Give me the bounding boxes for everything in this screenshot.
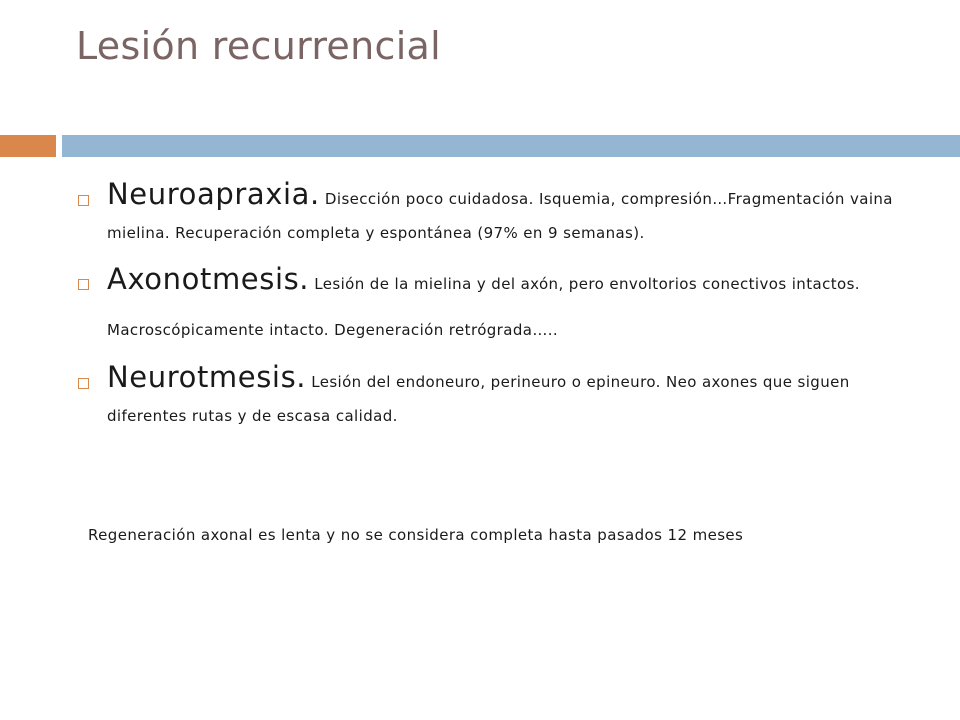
bullet-term: Neurotmesis.: [107, 360, 307, 394]
bullet-description: Lesión del endoneuro, perineuro o epineuro. Neo axones que siguen diferentes rutas y de escasa calidad.: [107, 373, 850, 425]
accent-bar-blue: [62, 135, 960, 157]
bullet-term: Axonotmesis.: [107, 262, 310, 296]
bullet-description: Lesión de la mielina y del axón, pero envoltorios conectivos intactos. Macroscópicamente intacto. Degeneración retrógrada…..: [107, 275, 860, 339]
bullet-item-axonotmesis: [72, 257, 912, 353]
bullet-list: [72, 178, 912, 433]
bullet-term: Neuroapraxia.: [107, 177, 320, 211]
bullet-item-neurotmesis: [72, 361, 912, 433]
bullet-item-neuroapraxia: [72, 178, 912, 250]
footer-note: Regeneración axonal es lenta y no se considera completa hasta pasados 12 meses: [88, 526, 744, 544]
accent-bar-orange: [0, 135, 56, 157]
slide-title: Lesión recurrencial: [76, 24, 441, 68]
square-bullet-icon: [78, 279, 89, 290]
square-bullet-icon: [78, 195, 89, 206]
bullet-description: Disección poco cuidadosa. Isquemia, compresión…Fragmentación vaina mielina. Recuperación completa y espontánea (97% en 9 semanas).: [107, 190, 893, 242]
square-bullet-icon: [78, 378, 89, 389]
